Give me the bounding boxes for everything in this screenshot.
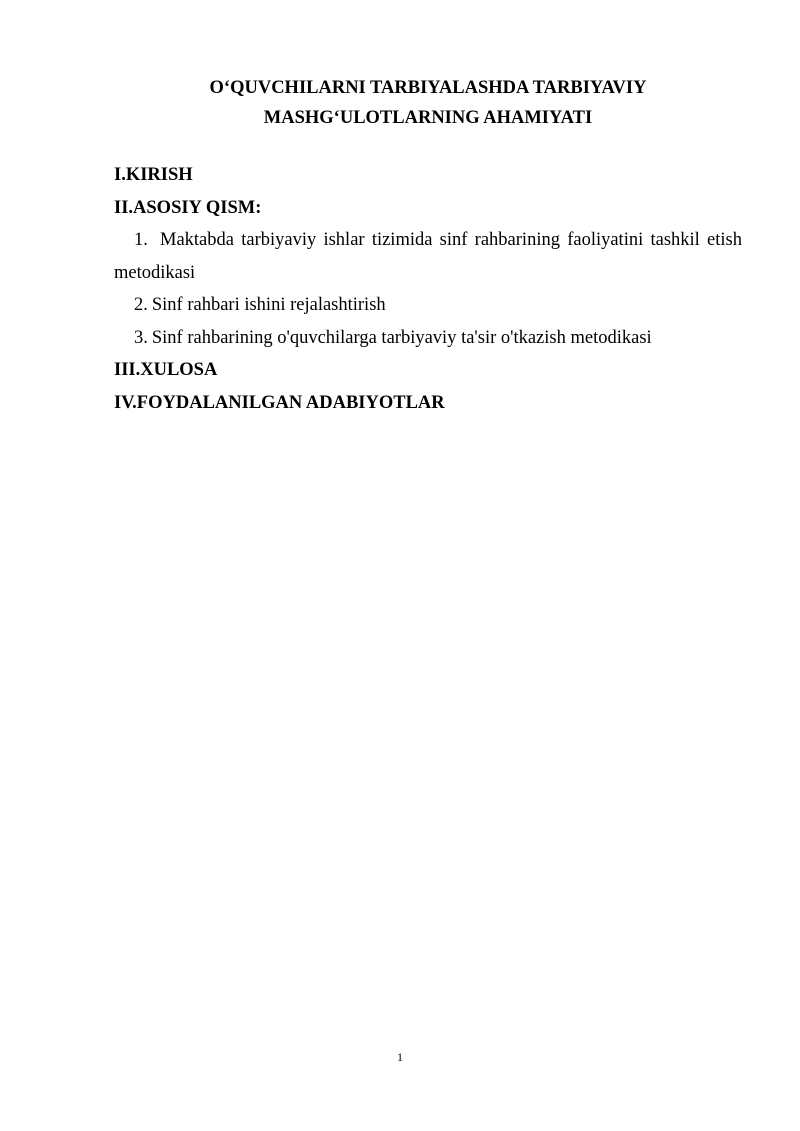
main-item-3 — [114, 322, 742, 355]
section-intro: I.KIRISH — [114, 165, 193, 185]
main-item-3-text: Sinf rahbarining o'quvchilarga tarbiyaviy ta'sir o'tkazish metodikasi — [151, 327, 652, 348]
page-number: 1 — [397, 1050, 403, 1064]
section-conclusion: III.XULOSA — [114, 360, 218, 380]
main-item-2-text: Sinf rahbari ishini rejalashtirish — [151, 295, 386, 315]
table-of-contents — [114, 159, 742, 419]
main-item-2-number: 2. — [134, 295, 148, 315]
title-line-2: MASHG‘ULOTLARNING AHAMIYATI — [263, 108, 593, 128]
main-item-2 — [114, 289, 742, 322]
main-item-3-number: 3. — [134, 327, 148, 348]
section-references: IV.FOYDALANILGAN ADABIYOTLAR — [114, 392, 445, 413]
document-title — [114, 73, 742, 133]
main-item-1-number: 1. — [134, 230, 148, 250]
title-line-1: O‘QUVCHILARNI TARBIYALASHDA TARBIYAVIY — [209, 78, 647, 98]
section-main: II.ASOSIY QISM: — [114, 197, 262, 218]
main-item-1 — [114, 224, 742, 289]
main-item-1-text: Maktabda tarbiyaviy ishlar tizimida sinf rahbarining faoliyatini tashkil etish metodikasi — [114, 230, 742, 283]
